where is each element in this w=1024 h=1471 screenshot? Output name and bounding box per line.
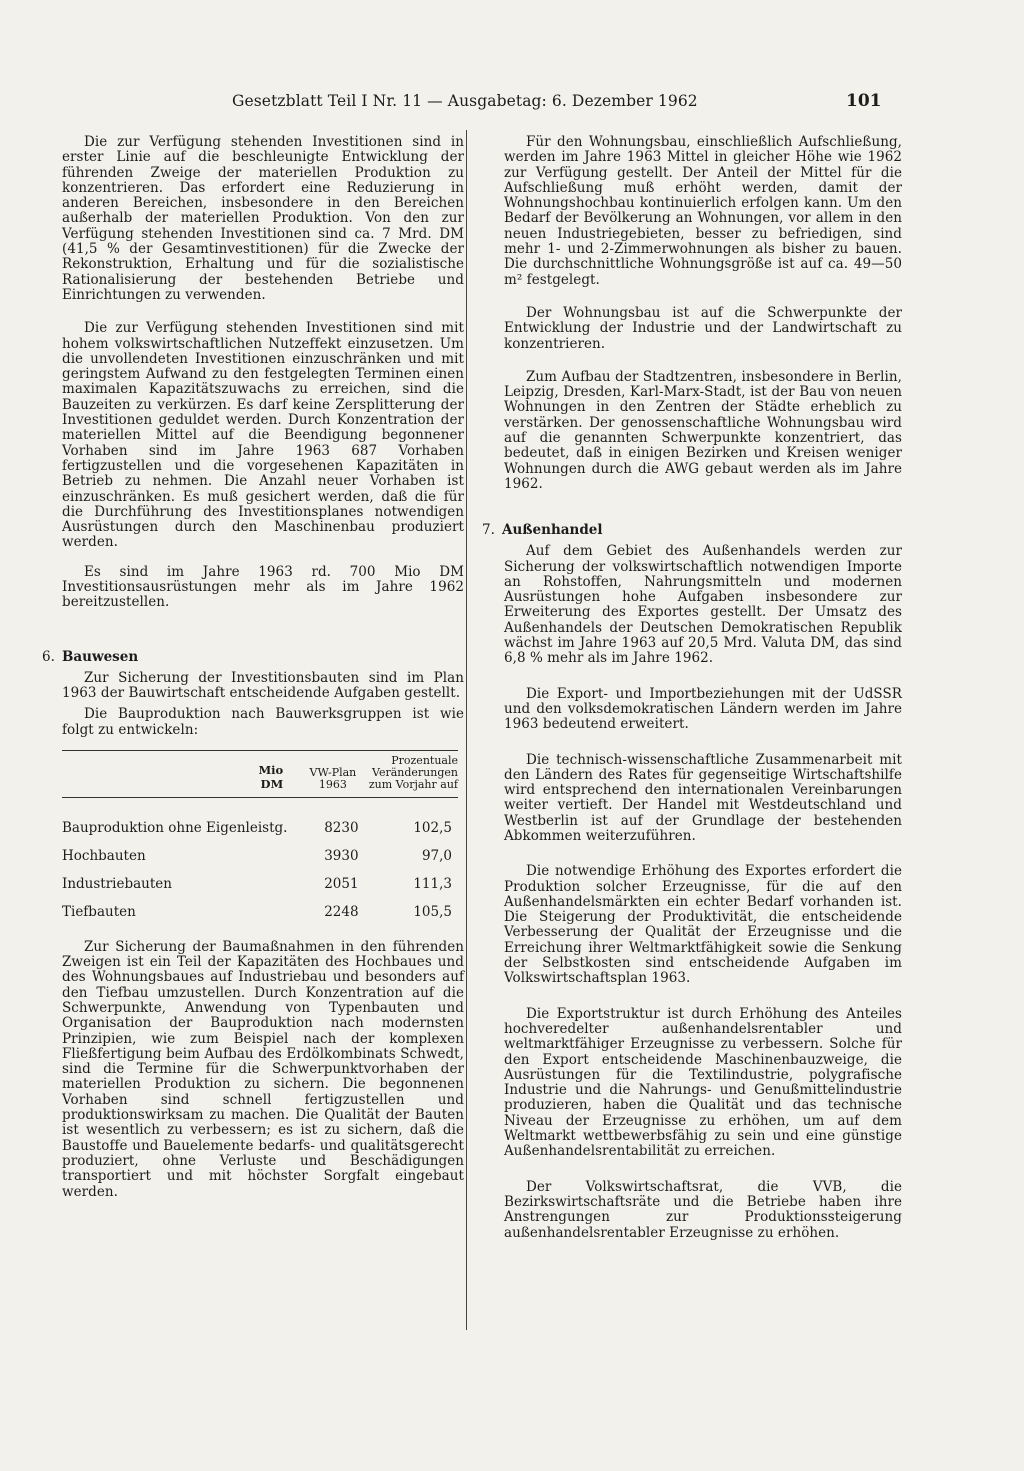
col-header-unit: Mio DM xyxy=(258,750,299,797)
row-plan: 2248 xyxy=(324,903,359,920)
table-row xyxy=(62,864,458,892)
paragraph: Die zur Verfügung stehenden Investitionen sind in erster Linie auf die beschleunigte Entwicklung der führenden Zweige der materiellen Produktion zu konzentrieren. Das erfordert eine Reduzierung in anderen Bereichen, insbesondere in den Bereichen außerhalb der materiellen Produktion. Von den zur Verfügung stehenden Investitionen sind ca. 7 Mrd. DM (41,5 % der Gesamtinvestitionen) für die Zwecke der Rekonstruktion, Erhaltung und für die sozialistische Rationalisierung der bestehenden Betriebe und Einrichtungen zu verwenden. xyxy=(62,134,464,303)
table-row xyxy=(62,836,458,864)
paragraph: Der Volkswirtschaftsrat, die VVB, die Bezirkswirtschaftsräte und die Betriebe haben ihre Anstrengungen zur Produktionssteigerung außenhandelsrentabler Erzeugnisse zu erhöhen. xyxy=(504,1178,902,1241)
col-header-plan: VW-Plan 1963 xyxy=(299,750,366,797)
left-column xyxy=(42,134,464,1200)
paragraph: Die technisch-wissenschaftliche Zusammenarbeit mit den Ländern des Rates für gegenseitige Wirtschaftshilfe wird entsprechend den internationalen Vereinbarungen weiter vertieft. Der Handel mit Westdeutschland und Westberlin ist auf der Grundlage der bestehenden Abkommen weiterzuführen. xyxy=(504,751,902,844)
header-title: Gesetzblatt Teil I Nr. 11 — Ausgabetag: 6. Dezember 1962 xyxy=(232,92,698,110)
page-header xyxy=(0,92,1024,118)
paragraph: Der Wohnungsbau ist auf die Schwerpunkte der Entwicklung der Industrie und der Landwirtschaft zu konzentrieren. xyxy=(504,304,902,352)
row-label: Tiefbauten xyxy=(62,903,136,920)
paragraph: Die Exportstruktur ist durch Erhöhung des Anteiles hochveredelter außenhandelsrentabler und weltmarktfähiger Erzeugnisse zu verbessern. Solche für den Export entscheidende Maschinenbauzweige, die Ausrüstungen für die Textilindustrie, polygrafische Industrie und die Nahrungs- und Genußmittelindustrie produzieren, haben die Qualität und das technische Niveau der Erzeugnisse zu erhöhen, um auf dem Weltmarkt wettbewerbsfähig zu sein und eine günstige Außenhandelsrentabilität zu erreichen. xyxy=(504,1005,902,1160)
section-number: 7. xyxy=(482,522,495,539)
right-column xyxy=(482,135,902,1241)
paragraph: Zum Aufbau der Stadtzentren, insbesondere in Berlin, Leipzig, Dresden, Karl-Marx-Stadt, ist der Bau von neuen Wohnungen in den Zentren der Städte erheblich zu verstärken. Der genossenschaftliche Wohnungsbau wird auf die genannten Schwerpunkte konzentriert, das bedeutet, daß in einigen Bezirken und Kreisen weniger Wohnungen durch die AWG gebaut werden als im Jahre 1962. xyxy=(504,368,902,492)
section-heading-6 xyxy=(42,649,464,665)
section-6-body xyxy=(62,671,464,1200)
table-header-row xyxy=(62,750,458,797)
bauproduktion-table xyxy=(62,750,458,920)
section-title: Bauwesen xyxy=(62,648,139,665)
paragraph: Auf dem Gebiet des Außenhandels werden zur Sicherung der volkswirtschaftlich notwendigen Importe an Rohstoffen, Nahrungsmitteln und modernen Ausrüstungen hohe Aufgaben insbesondere zur Erweiterung des Exportes gestellt. Der Umsatz des Außenhandels der Deutschen Demokratischen Republik wächst im Jahre 1963 auf 20,5 Mrd. Valuta DM, das sind 6,8 % mehr als im Jahre 1962. xyxy=(504,543,902,667)
page-number: 101 xyxy=(846,91,882,111)
table-row xyxy=(62,797,458,836)
paragraph: Die Bauproduktion nach Bauwerksgruppen ist wie folgt zu entwickeln: xyxy=(62,706,464,738)
row-pct: 97,0 xyxy=(421,847,452,864)
section-title: Außenhandel xyxy=(502,522,603,539)
paragraph: Die Export- und Importbeziehungen mit der UdSSR und den volksdemokratischen Ländern werden im Jahre 1963 bedeutend erweitert. xyxy=(504,685,902,733)
row-pct: 105,5 xyxy=(413,903,452,920)
table-row xyxy=(62,892,458,920)
row-label: Industriebauten xyxy=(62,875,172,892)
paragraph: Zur Sicherung der Baumaßnahmen in den führenden Zweigen ist ein Teil der Kapazitäten des Hochbaues und des Wohnungsbaues auf Industriebau und besonders auf den Tiefbau umzustellen. Durch Konzentration auf die Schwerpunkte, Anwendung von Typenbauten und Organisation der Bauproduktion nach modernsten Prinzipien, wie zum Beispiel nach der komplexen Fließfertigung beim Aufbau des Erdölkombinats Schwedt, sind die Termine für die Schwerpunktvorhaben der materiellen Produktion zu sichern. Die begonnenen Vorhaben sind schnell fertigzustellen und produktionswirksam zu machen. Die Qualität der Bauten ist wesentlich zu verbessern; es ist zu sichern, daß die Baustoffe und Bauelemente bedarfs- und qualitätsgerecht produziert, ohne Verluste und Beschädigungen transportiert und mit höchster Sorgfalt eingebaut werden. xyxy=(62,938,464,1200)
column-divider xyxy=(466,130,467,1330)
row-plan: 8230 xyxy=(324,819,359,836)
paragraph: Für den Wohnungsbau, einschließlich Aufschließung, werden im Jahre 1963 Mittel in gleicher Höhe wie 1962 zur Verfügung gestellt. Der Anteil der Mittel für die Aufschließung muß erhöht werden, damit der Wohnungshochbau kontinuierlich erfolgen kann. Um den Bedarf der Bevölkerung an Wohnungen, vor allem in den neuen Industriegebieten, besser zu befriedigen, sind mehr 1- und 2-Zimmerwohnungen als bisher zu bauen. Die durchschnittliche Wohnungsgröße ist auf ca. 49—50 m² festgelegt. xyxy=(504,134,902,288)
col-header-pct: Prozentuale Veränderungen zum Vorjahr auf xyxy=(367,750,458,797)
paragraph: Die notwendige Erhöhung des Exportes erfordert die Produktion solcher Erzeugnisse, für die auf den Außenhandelsmärkten ein echter Bedarf vorhanden ist. Die Steigerung der Produktivität, die entscheidende Verbesserung der Qualität der Erzeugnisse und die Erreichung ihrer Weltmarktfähigkeit sowie die Senkung der Selbstkosten sind entscheidende Aufgaben im Volkswirtschaftsplan 1963. xyxy=(504,863,902,987)
row-pct: 102,5 xyxy=(413,819,452,836)
row-plan: 3930 xyxy=(324,847,359,864)
paragraph: Es sind im Jahre 1963 rd. 700 Mio DM Investitionsausrüstungen mehr als im Jahre 1962 bereitzustellen. xyxy=(62,563,464,611)
row-label: Hochbauten xyxy=(62,847,146,864)
row-label: Bauproduktion ohne Eigenleistg. xyxy=(62,819,288,836)
row-pct: 111,3 xyxy=(413,875,452,892)
paragraph: Die zur Verfügung stehenden Investitionen sind mit hohem volkswirtschaftlichen Nutzeffekt einzusetzen. Um die unvollendeten Investitionen einzuschränken und mit geringstem Aufwand zu den festgelegten Terminen einen maximalen Kapazitätszuwachs zu erreichen, sind die Bauzeiten zu verkürzen. Es darf keine Zersplitterung der Investitionen geduldet werden. Durch Konzentration der materiellen Mittel auf die Beendigung begonnener Vorhaben sind im Jahre 1963 687 Vorhaben fertigzustellen und die vorgesehenen Kapazitäten in Betrieb zu nehmen. Die Anzahl neuer Vorhaben ist einzuschränken. Es muß gesichert werden, daß die für die Durchführung des Investitionsplanes notwendigen Ausrüstungen durch den Maschinenbau produziert werden. xyxy=(62,320,464,551)
row-plan: 2051 xyxy=(324,875,359,892)
section-number: 6. xyxy=(42,648,55,665)
paragraph: Zur Sicherung der Investitionsbauten sind im Plan 1963 der Bauwirtschaft entscheidende Aufgaben gestellt. xyxy=(62,669,464,701)
section-heading-7 xyxy=(482,522,902,538)
